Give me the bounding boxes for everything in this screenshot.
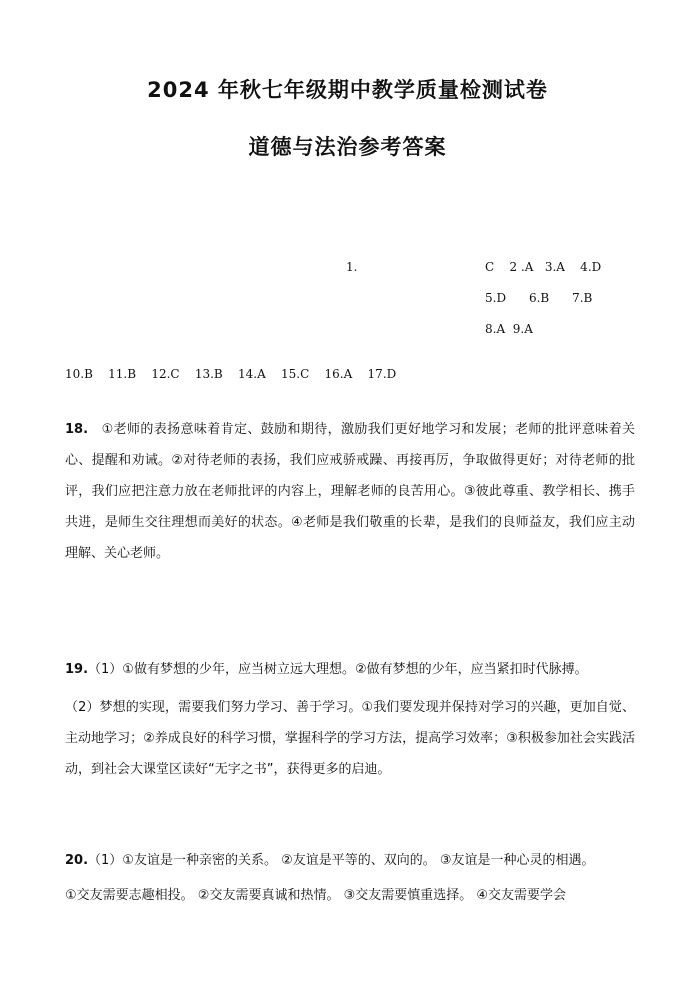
page-subtitle: 道德与法治参考答案	[248, 135, 447, 159]
answer-part-1: （1）①做有梦想的少年，应当树立远大理想。②做有梦想的少年，应当紧扣时代脉搏。	[88, 662, 588, 677]
mc-answers-row-3: 8.A 9.A	[485, 322, 533, 336]
question-20-answer	[65, 845, 635, 911]
mc-answers-row-2: 5.D 6.B 7.B	[485, 291, 593, 305]
mc-answers-row-1: C 2 .A 3.A 4.D	[485, 260, 602, 274]
question-19-answer	[65, 654, 635, 785]
question-number: 20.	[65, 853, 89, 868]
question-number: 18.	[65, 422, 89, 437]
question-18-answer	[65, 414, 635, 569]
question-number: 19.	[65, 662, 89, 677]
answer-text: ①老师的表扬意味着肯定、鼓励和期待，激励我们更好地学习和发展；老师的批评意味着关心、提醒和劝诫。②对待老师的表扬，我们应戒骄戒躁、再接再厉，争取做得更好；对待老师的批评，我们应把注意力放在老师批评的内容上，理解老师的良苦用心。③彼此尊重、教学相长、携手共进，是师生交往理想而美好的状态。④老师是我们敬重的长辈，是我们的良师益友，我们应主动理解、关心老师。	[65, 422, 636, 561]
answer-part-2: （2）梦想的实现，需要我们努力学习、善于学习。①我们要发现并保持对学习的兴趣，更加自觉、主动地学习；②养成良好的科学习惯，掌握科学的学习方法，提高学习效率；③积极参加社会实践活动，到社会大课堂区读好“无字之书”，获得更多的启迪。	[65, 700, 635, 777]
mc-answers-row-4: 10.B 11.B 12.C 13.B 14.A 15.C 16.A 17.D	[65, 367, 397, 381]
page-title: 2024 年秋七年级期中教学质量检测试卷	[147, 78, 548, 102]
answer-part-1: （1）①友谊是一种亲密的关系。 ②友谊是平等的、双向的。 ③友谊是一种心灵的相遇。	[88, 853, 595, 868]
answer-part-2: ①交友需要志趣相投。 ②交友需要真诚和热情。 ③交友需要慎重选择。 ④交友需要学会	[65, 888, 567, 903]
mc-answer-1-number: 1.	[346, 260, 358, 274]
